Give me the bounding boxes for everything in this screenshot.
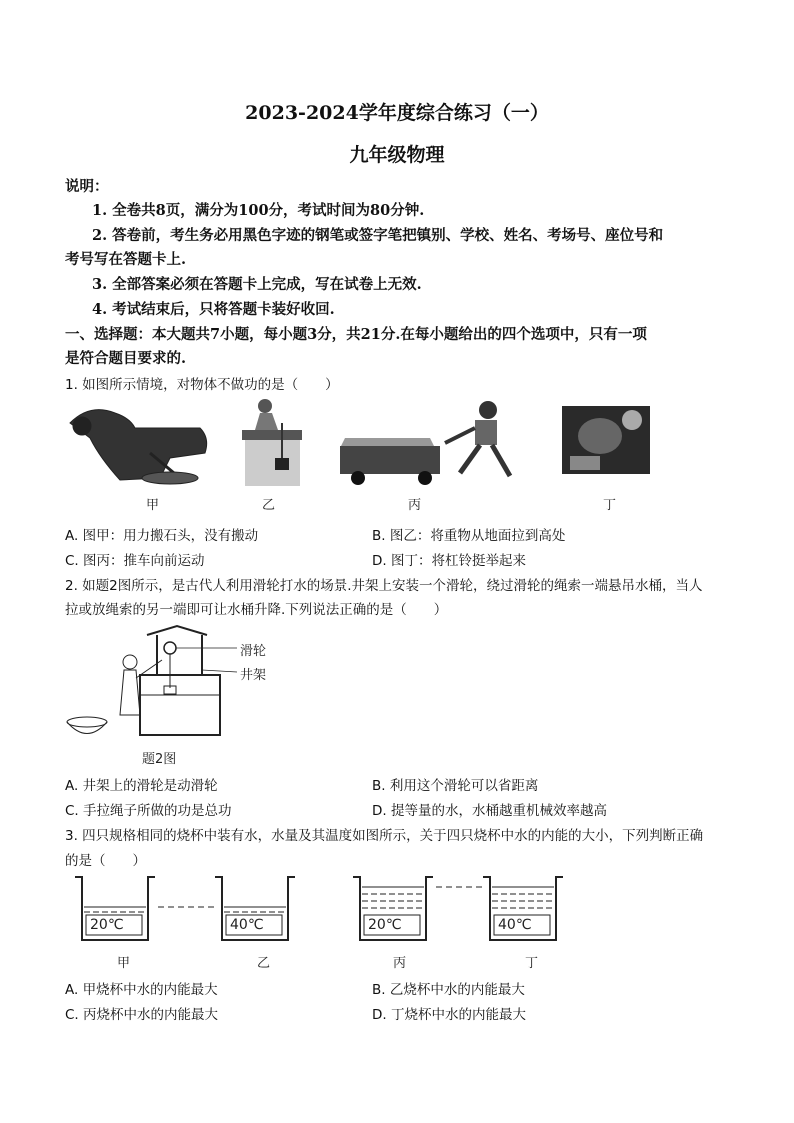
beaker-jia-temp: 20℃ xyxy=(90,917,124,933)
q1-caption-yi: 乙 xyxy=(262,498,276,513)
section-heading: 一、选择题：本大题共7小题，每小题3分，共21分.在每小题给出的四个选项中，只有一项 xyxy=(65,326,647,343)
beaker-caption-ding: 丁 xyxy=(525,956,539,971)
q3-option-b: B. 乙烧杯中水的内能最大 xyxy=(372,982,525,998)
q2-figure-well xyxy=(62,620,262,745)
figure-person-lifting-stone xyxy=(70,410,207,484)
q3-option-d: D. 丁烧杯中水的内能最大 xyxy=(372,1007,526,1023)
q3-stem-cont: 的是（ ） xyxy=(65,853,146,869)
page-title: 2023-2024学年度综合练习（一） xyxy=(245,102,549,124)
q1-caption-bing: 丙 xyxy=(408,498,422,513)
q1-figure xyxy=(60,398,660,488)
q2-stem-cont: 拉或放绳索的另一端即可让水桶升降.下列说法正确的是（ ） xyxy=(65,602,448,618)
beaker-bing-temp: 20℃ xyxy=(368,917,402,933)
q2-option-d: D. 提等量的水，水桶越重机械效率越高 xyxy=(372,803,607,819)
figure-boy-pushing-cart xyxy=(340,401,510,485)
q1-option-d: D. 图丁：将杠铃挺举起来 xyxy=(372,553,526,569)
page-subtitle: 九年级物理 xyxy=(349,144,445,166)
q2-option-b: B. 利用这个滑轮可以省距离 xyxy=(372,778,539,794)
q1-stem: 1. 如图所示情境，对物体不做功的是（ ） xyxy=(65,377,339,393)
q2-label-pulley: 滑轮 xyxy=(240,644,267,659)
q1-option-b: B. 图乙：将重物从地面拉到高处 xyxy=(372,528,566,544)
q3-option-c: C. 丙烧杯中水的内能最大 xyxy=(65,1007,219,1023)
beaker-ding-temp: 40℃ xyxy=(498,917,532,933)
instruction-item-1: 1. 全卷共8页，满分为100分，考试时间为80分钟. xyxy=(92,202,425,219)
q2-label-frame: 井架 xyxy=(240,668,267,683)
beaker-caption-bing: 丙 xyxy=(393,956,407,971)
figure-person-pulling-weight xyxy=(242,399,302,486)
q2-option-a: A. 井架上的滑轮是动滑轮 xyxy=(65,778,218,794)
figure-weightlifter-photo xyxy=(562,406,650,474)
q1-caption-jia: 甲 xyxy=(146,498,160,513)
q3-stem: 3. 四只规格相同的烧杯中装有水，水量及其温度如图所示，关于四只烧杯中水的内能的大小，下列判断正确 xyxy=(65,828,704,844)
q1-option-c: C. 图丙：推车向前运动 xyxy=(65,553,205,569)
q1-caption-ding: 丁 xyxy=(603,498,617,513)
q2-figure-caption: 题2图 xyxy=(142,752,177,767)
instruction-item-3: 3. 全部答案必须在答题卡上完成，写在试卷上无效. xyxy=(92,276,422,293)
q1-option-a: A. 图甲：用力搬石头，没有搬动 xyxy=(65,528,259,544)
q2-stem: 2. 如题2图所示，是古代人利用滑轮打水的场景.井架上安装一个滑轮，绕过滑轮的绳索一端悬吊水桶，当人 xyxy=(65,578,703,594)
instruction-item-2: 2. 答卷前，考生务必用黑色字迹的钢笔或签字笔把镇别、学校、姓名、考场号、座位号和 xyxy=(92,227,664,244)
q2-option-c: C. 手拉绳子所做的功是总功 xyxy=(65,803,232,819)
instructions-label: 说明： xyxy=(65,178,109,195)
q3-option-a: A. 甲烧杯中水的内能最大 xyxy=(65,982,218,998)
q3-figure-beakers xyxy=(70,872,590,947)
instruction-item-4: 4. 考试结束后，只将答题卡装好收回. xyxy=(92,301,335,318)
instruction-item-2-cont: 考号写在答题卡上. xyxy=(65,251,187,268)
beaker-yi-temp: 40℃ xyxy=(230,917,264,933)
beaker-caption-yi: 乙 xyxy=(257,956,271,971)
beaker-caption-jia: 甲 xyxy=(117,956,131,971)
section-heading-cont: 是符合题目要求的. xyxy=(65,350,187,367)
